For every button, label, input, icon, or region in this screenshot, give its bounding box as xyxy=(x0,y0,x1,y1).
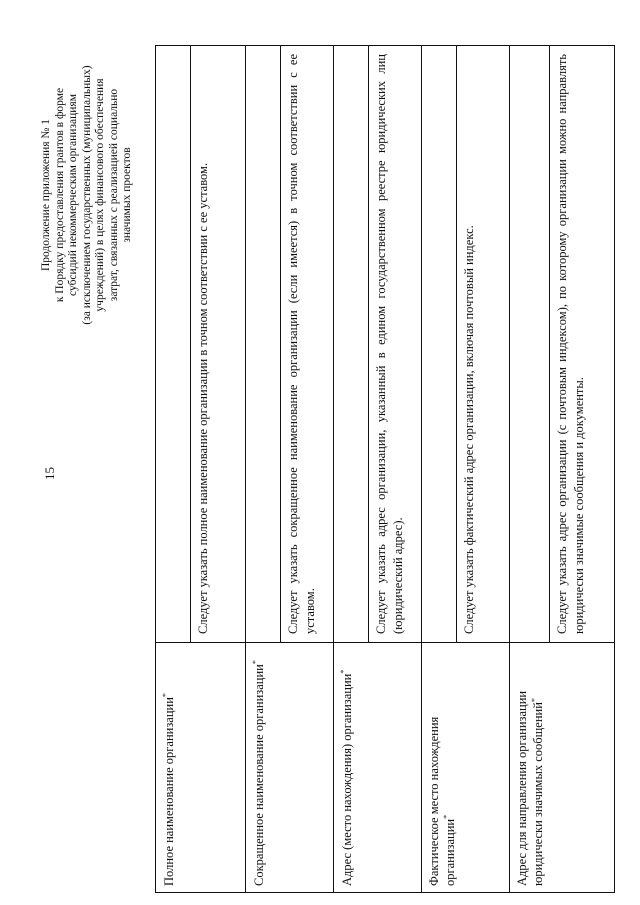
hint-cell xyxy=(369,46,421,642)
row-description: Следует указать адрес организации (с почтовым индексом), по которому организации можно направлять юридически значимые сообщения и документы. xyxy=(555,54,586,634)
input-cell[interactable] xyxy=(334,46,369,642)
header-line: значимых проектов xyxy=(121,147,134,243)
row-label: Адрес для направления организации юридически значимых сообщений* xyxy=(515,690,546,886)
row-label: Полное наименование организации* xyxy=(161,693,177,886)
description-column xyxy=(156,46,614,642)
header-line: субсидий некоммерческим организациям xyxy=(67,94,80,296)
table-row xyxy=(156,46,246,642)
row-description: Следует указать полное наименование организации в точном соответствии с ее уставом. xyxy=(196,162,210,634)
header-line: учреждений) в целях финансового обеспечения xyxy=(94,78,107,312)
header-line: к Порядку предоставления грантов в форме xyxy=(53,87,66,303)
row-description: Следует указать фактический адрес организации, включая почтовый индекс. xyxy=(462,225,476,634)
header-line: (за исключением государственных (муниципальных) xyxy=(80,65,93,325)
table-row xyxy=(246,46,334,642)
input-cell[interactable] xyxy=(422,46,457,642)
table-row xyxy=(422,643,510,892)
table-row xyxy=(510,643,616,892)
table-row xyxy=(156,643,246,892)
header-line: Продолжение приложения № 1 xyxy=(40,118,52,272)
row-label: Адрес (место нахождения) организации* xyxy=(339,669,355,886)
table-row xyxy=(422,46,510,642)
table-row xyxy=(510,46,616,642)
page-number: 15 xyxy=(42,467,57,480)
organization-info-table xyxy=(155,45,615,893)
hint-cell xyxy=(550,46,616,642)
appendix-header xyxy=(40,45,135,345)
row-label: Сокращенное наименование организации* xyxy=(251,660,267,886)
table-row xyxy=(334,46,422,642)
header-line: затрат, связанных с реализацией социально xyxy=(107,88,120,302)
label-column xyxy=(156,642,614,892)
row-description: Следует указать сокращенное наименование организации (если имеется) в точном соответствии с ее уставом. xyxy=(286,54,317,634)
input-cell[interactable] xyxy=(156,46,191,642)
row-description: Следует указать адрес организации, указанный в едином государственном реестре юридических лиц (юридический адрес). xyxy=(374,54,405,634)
input-cell[interactable] xyxy=(510,46,550,642)
hint-cell xyxy=(281,46,333,642)
table-row xyxy=(334,643,422,892)
hint-cell xyxy=(457,46,509,642)
hint-cell xyxy=(191,46,245,642)
row-label: Фактическое место нахождения организации* xyxy=(427,716,458,886)
input-cell[interactable] xyxy=(246,46,281,642)
table-row xyxy=(246,643,334,892)
